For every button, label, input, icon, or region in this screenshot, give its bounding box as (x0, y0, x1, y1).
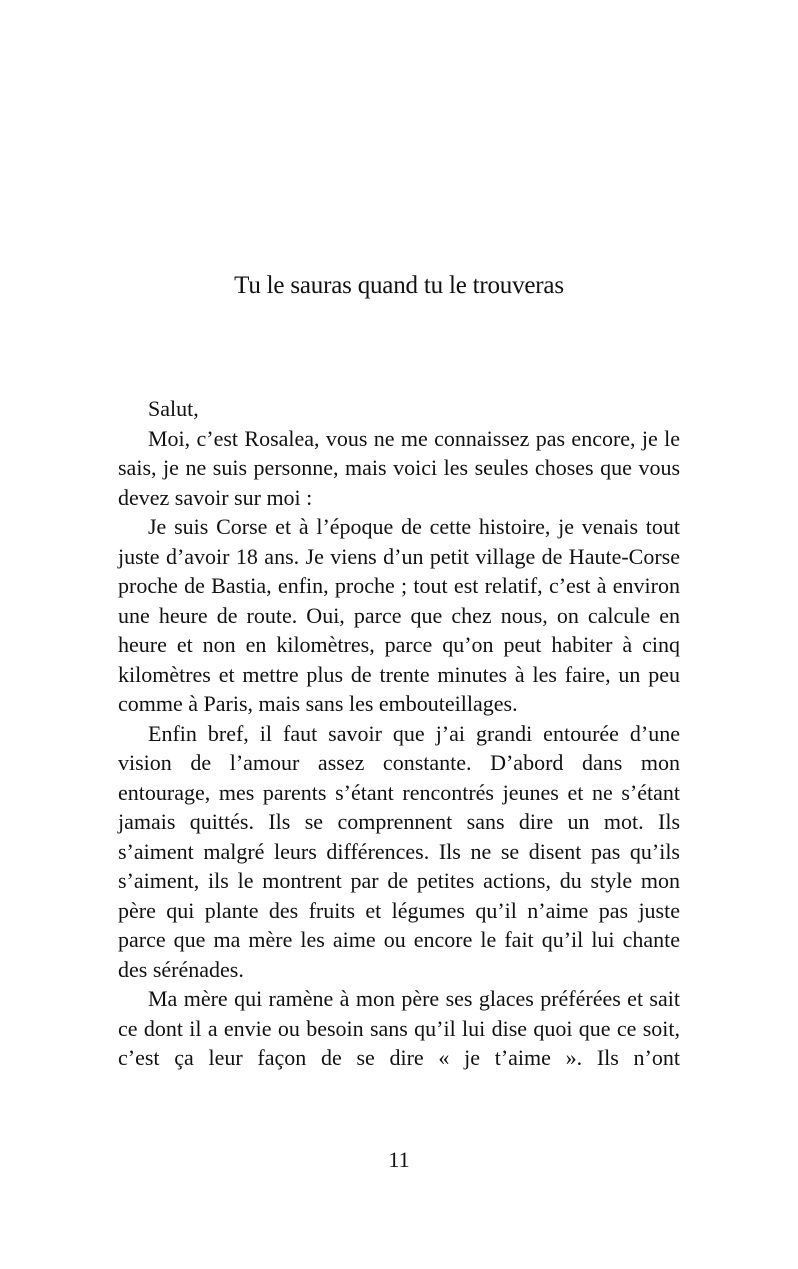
paragraph-greeting: Salut, (148, 396, 199, 421)
chapter-title: Tu le sauras quand tu le trouveras (234, 272, 564, 299)
paragraph-introduction: Moi, c’est Rosalea, vous ne me connaissez pas encore, je le sais, je ne suis personne, mais voici les seules choses que vous devez savoir sur moi : (118, 425, 680, 510)
paragraph-origin: Je suis Corse et à l’époque de cette histoire, je venais tout juste d’avoir 18 ans. Je viens d’un petit village de Haute-Corse proche de Bastia, enfin, proche ; tout est relatif, c’est à environ une heure de route. Oui, parce que chez nous, on calcule en heure et non en kilomètres, parce qu’on peut habiter à cinq kilomètres et mettre plus de trente minutes à les faire, un peu comme à Paris, mais sans les embouteillages. (118, 514, 680, 716)
paragraph-mother: Ma mère qui ramène à mon père ses glaces préférées et sait ce dont il a envie ou besoin sans qu’il lui dise quoi que ce soit, c’est ça leur façon de se dire « je t’aime ». Ils n’ont (118, 986, 680, 1070)
body-text (118, 394, 680, 1073)
page-number: 11 (388, 1147, 410, 1172)
paragraph-love-vision: Enfin bref, il faut savoir que j’ai grandi entourée d’une vision de l’amour assez constante. D’abord dans mon entourage, mes parents s’étant rencontrés jeunes et ne s’étant jamais quittés. Ils se comprennent sans dire un mot. Ils s’aiment malgré leurs différences. Ils ne se disent pas qu’ils s’aiment, ils le montrent par de petites actions, du style mon père qui plante des fruits et légumes qu’il n’aime pas juste parce que ma mère les aime ou encore le fait qu’il lui chante des sérénades. (118, 720, 680, 982)
